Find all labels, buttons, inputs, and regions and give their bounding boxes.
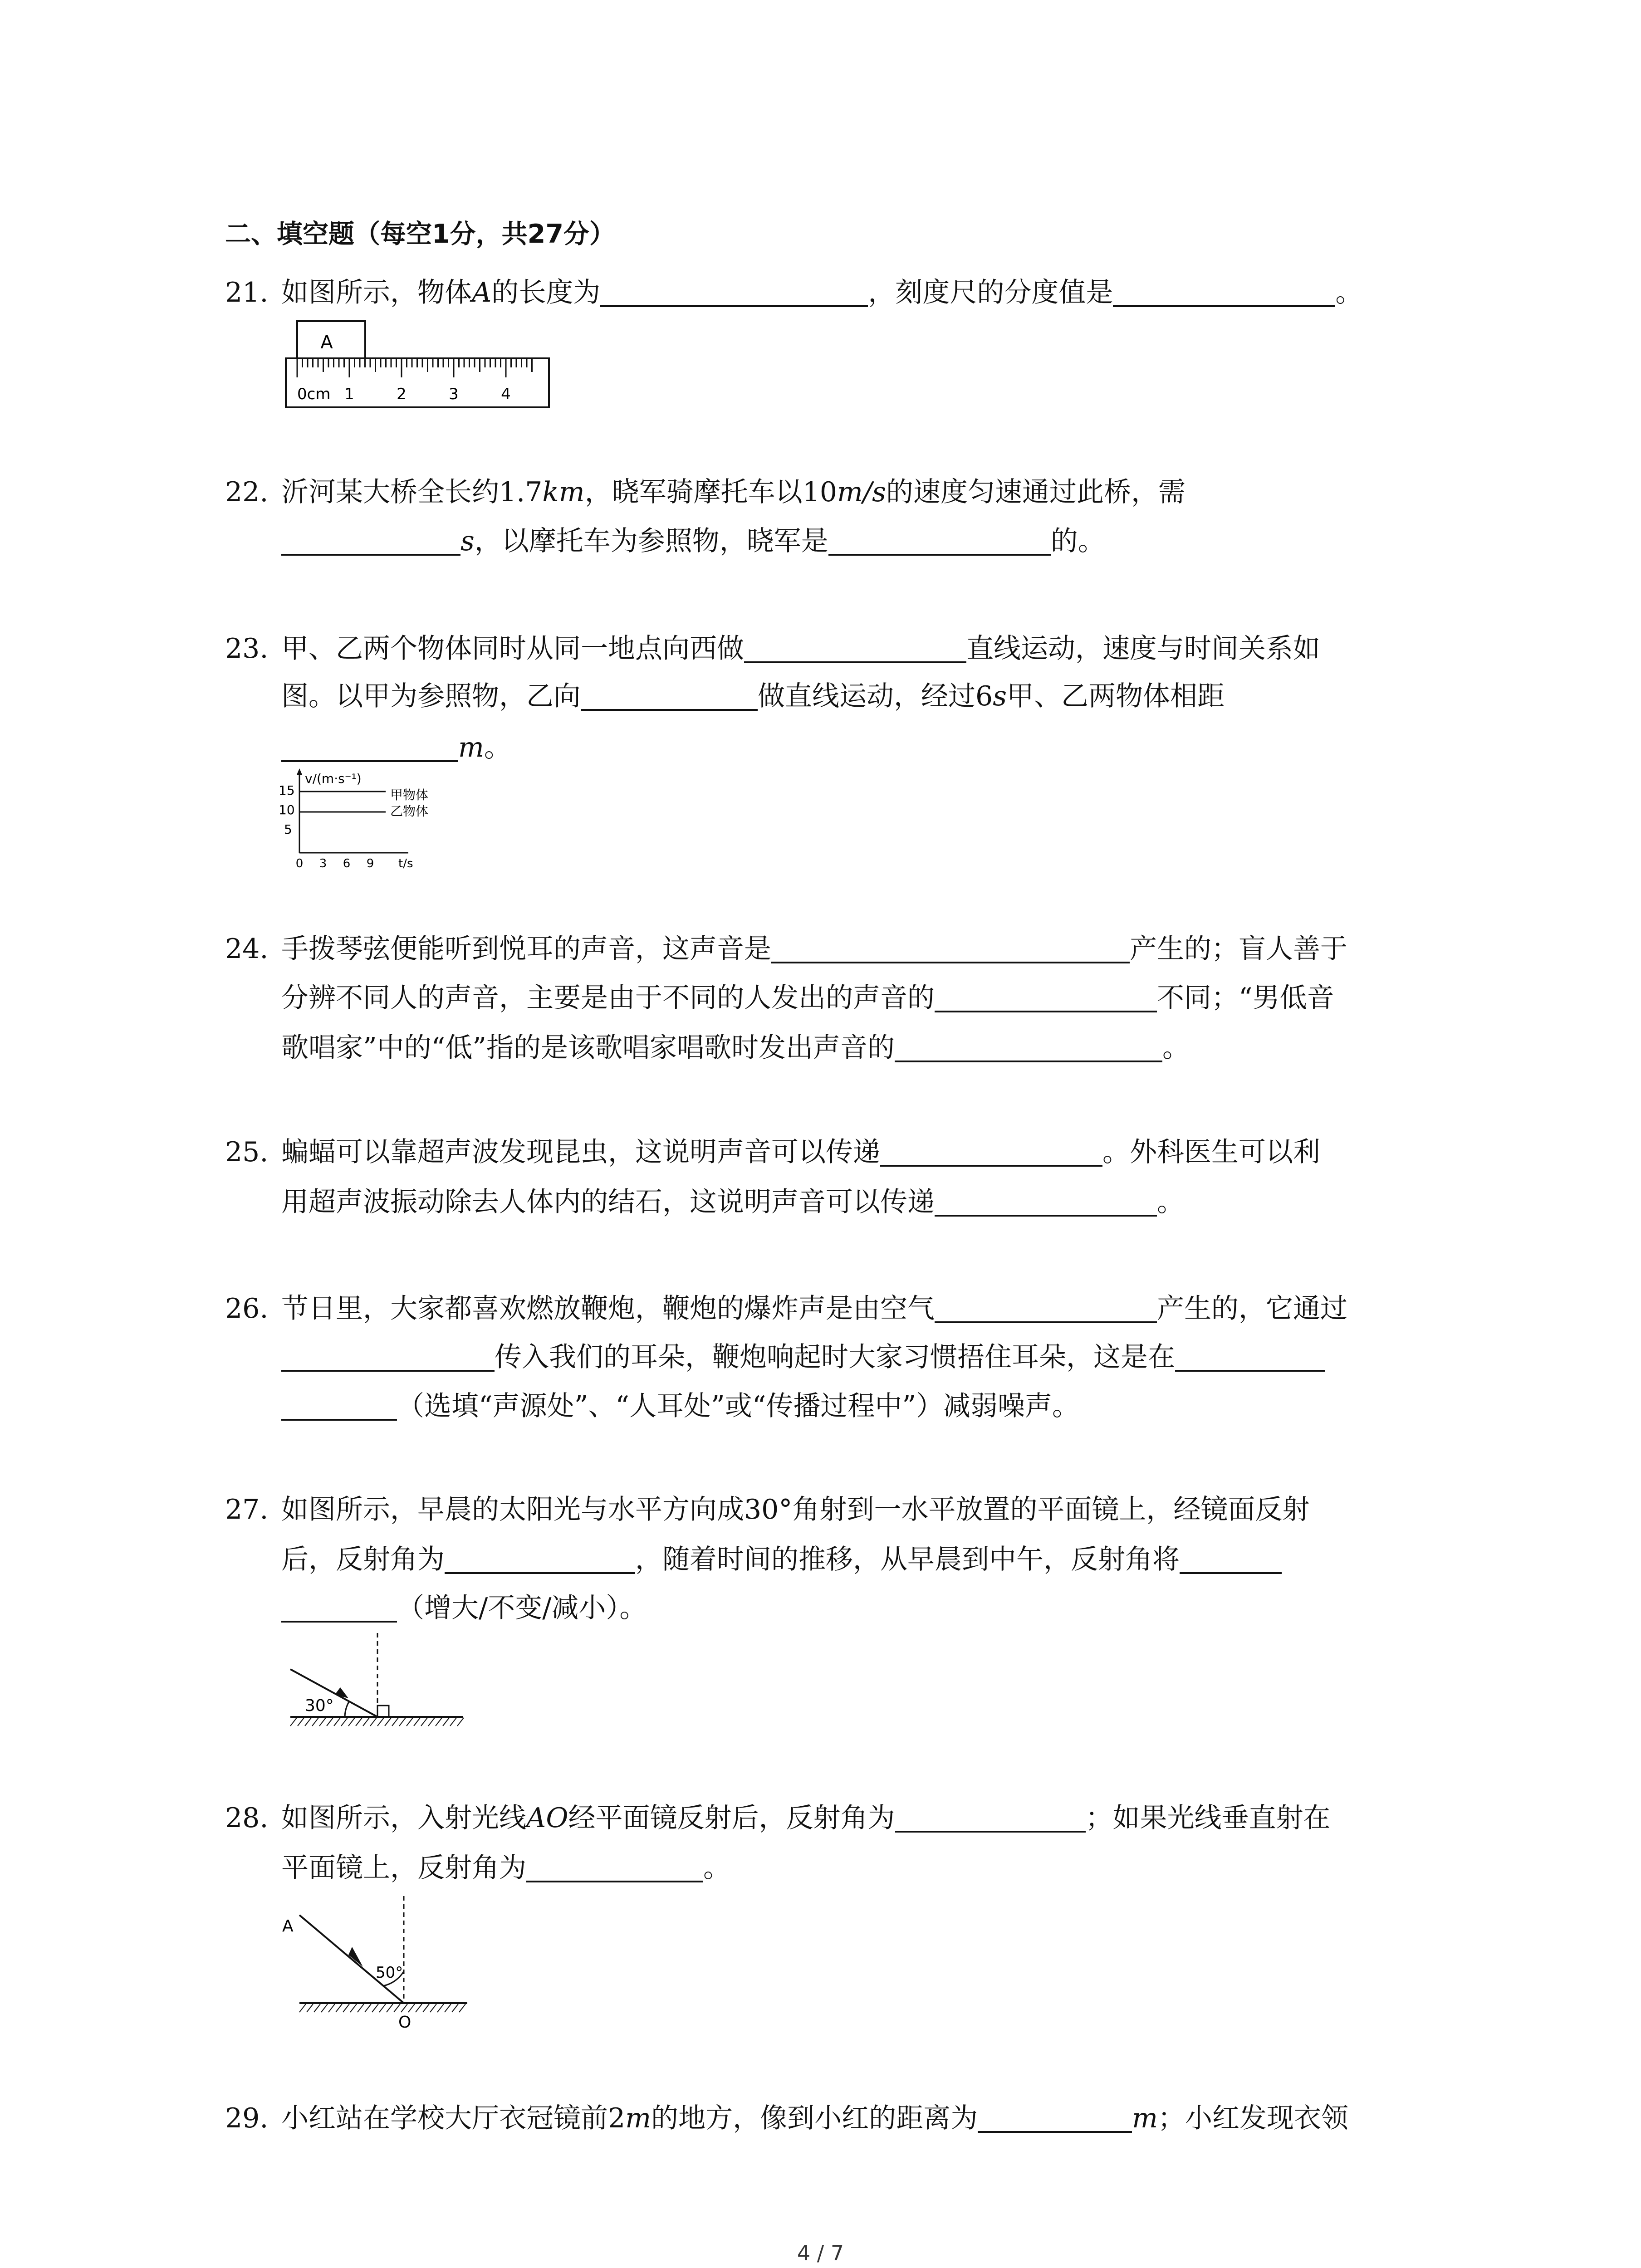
question-29 <box>225 2102 1348 2134</box>
answer-blank[interactable] <box>828 530 1051 556</box>
hatch-mark <box>336 2004 342 2012</box>
hatch-mark <box>430 2004 436 2012</box>
answer-blank[interactable] <box>281 1395 397 1421</box>
ruler-figure <box>281 318 554 413</box>
answer-blank[interactable] <box>744 638 966 663</box>
question-text: 平面镜上，反射角为 <box>281 1852 526 1884</box>
hatch-mark <box>450 1718 456 1726</box>
question-26-line-3 <box>281 1390 1080 1422</box>
question-text: 直线运动，速度与时间关系如 <box>966 633 1320 665</box>
question-22-line-2 <box>281 525 1105 557</box>
hatch-mark <box>414 1718 420 1726</box>
reflection-figure-27 <box>281 1628 472 1742</box>
section-title: 二、填空题（每空1分，共27分） <box>225 219 615 249</box>
hatch-mark <box>452 2004 458 2012</box>
question-text: 。 <box>703 1852 730 1884</box>
answer-blank[interactable] <box>935 987 1157 1012</box>
y-tick-15: 15 <box>279 783 295 798</box>
hatch-mark <box>416 2004 422 2012</box>
hatch-mark <box>443 1718 449 1726</box>
answer-blank[interactable] <box>281 1346 495 1372</box>
question-text: ，以摩托车为参照物，晓军是 <box>474 525 828 557</box>
answer-blank[interactable] <box>581 685 758 711</box>
answer-blank[interactable] <box>281 530 460 556</box>
tick-label-3: 3 <box>449 385 459 403</box>
point-a-label: A <box>282 1917 294 1936</box>
question-text: ；如果光线垂直射在 <box>1085 1802 1331 1834</box>
question-text: ；小红发现衣领 <box>1158 2102 1348 2134</box>
answer-blank[interactable] <box>1113 282 1335 307</box>
question-text: 分辨不同人的声音，主要是由于不同的人发出的声音的 <box>281 982 935 1014</box>
answer-blank[interactable] <box>935 1191 1157 1217</box>
question-text: 如图所示，物体 <box>281 277 472 308</box>
variable: A <box>472 277 492 308</box>
question-text: 如图所示，早晨的太阳光与水平方向成30°角射到一水平放置的平面镜上，经镜面反射 <box>281 1494 1310 1525</box>
variable: AO <box>526 1802 568 1834</box>
series-label-jia: 甲物体 <box>390 787 429 802</box>
hatch-mark <box>298 1718 304 1726</box>
question-text: 节日里，大家都喜欢燃放鞭炮，鞭炮的爆炸声是由空气 <box>281 1293 935 1325</box>
hatch-mark <box>312 1718 318 1726</box>
answer-blank[interactable] <box>1180 1549 1282 1574</box>
answer-blank[interactable] <box>978 2107 1132 2133</box>
angle-label: 50° <box>376 1964 403 1982</box>
unit: m <box>1132 2102 1158 2134</box>
hatch-mark <box>377 1718 384 1726</box>
question-text: 的。 <box>1050 525 1105 557</box>
question-text: 。 <box>1162 1032 1190 1064</box>
question-23-line-1 <box>225 635 1320 663</box>
hatch-mark <box>407 1718 413 1726</box>
hatch-mark <box>401 2004 407 2012</box>
hatch-mark <box>350 2004 357 2012</box>
hatch-mark <box>423 2004 429 2012</box>
y-tick-10: 10 <box>279 802 295 817</box>
hatch-mark <box>363 1718 369 1726</box>
angle-label: 30° <box>305 1696 334 1715</box>
question-text: 。 <box>1157 1186 1184 1218</box>
mirror-hatching <box>299 2004 465 2012</box>
hatch-mark <box>334 1718 340 1726</box>
page-number: 4 / 7 <box>797 2241 844 2265</box>
answer-blank[interactable] <box>281 1597 397 1623</box>
hatch-mark <box>314 2004 320 2012</box>
answer-blank[interactable] <box>895 1807 1086 1833</box>
tick-label-4: 4 <box>501 385 511 403</box>
answer-blank[interactable] <box>1175 1346 1325 1372</box>
question-text: （选填“声源处”、“人耳处”或“传播过程中”）减弱噪声。 <box>397 1390 1080 1422</box>
question-23-line-2 <box>281 680 1225 712</box>
y-axis-arrow <box>297 768 302 775</box>
object-a-label: A <box>320 332 333 353</box>
y-tick-5: 5 <box>284 822 292 837</box>
hatch-mark <box>356 1718 362 1726</box>
hatch-mark <box>327 1718 333 1726</box>
ruler-tick-marks <box>297 359 532 377</box>
hatch-mark <box>421 1718 427 1726</box>
question-text: ，刻度尺的分度值是 <box>868 277 1113 308</box>
question-number: 29. <box>225 2102 269 2134</box>
question-text: 传入我们的耳朵，鞭炮响起时大家习惯捂住耳朵，这是在 <box>495 1341 1175 1373</box>
hatch-mark <box>436 1718 442 1726</box>
question-28-line-1 <box>225 1804 1331 1833</box>
question-text: 的长度为 <box>491 277 601 308</box>
hatch-mark <box>399 1718 406 1726</box>
answer-blank[interactable] <box>771 938 1130 963</box>
hatch-mark <box>341 1718 348 1726</box>
x-tick-3: 3 <box>319 857 327 870</box>
angle-arc <box>345 1701 349 1717</box>
question-text: 小红站在学校大厅衣冠镜前2 <box>281 2102 626 2134</box>
tick-label-2: 2 <box>397 385 407 403</box>
mirror-hatching <box>290 1718 464 1726</box>
question-24-line-3 <box>281 1034 1190 1062</box>
question-text: 。外科医生可以利 <box>1102 1136 1320 1168</box>
hatch-mark <box>343 2004 349 2012</box>
point-o-label: O <box>398 2013 411 2032</box>
question-26-line-2 <box>281 1341 1325 1373</box>
question-25-line-1 <box>225 1136 1320 1168</box>
question-24-line-1 <box>225 935 1347 963</box>
question-number: 21. <box>225 277 269 308</box>
question-number: 28. <box>225 1802 269 1834</box>
hatch-mark <box>392 1718 398 1726</box>
velocity-time-graph <box>277 767 429 871</box>
hatch-mark <box>319 1718 326 1726</box>
question-28-line-2 <box>281 1854 730 1882</box>
question-text: 手拨琴弦便能听到悦耳的声音，这声音是 <box>281 933 771 965</box>
question-text: 图。以甲为参照物，乙向 <box>281 680 581 712</box>
hatch-mark <box>379 2004 386 2012</box>
question-text: （增大/不变/减小）。 <box>397 1592 647 1624</box>
x-axis-label: t/s <box>398 857 413 870</box>
unit: m <box>625 2102 652 2134</box>
question-text: 用超声波振动除去人体内的结石，这说明声音可以传递 <box>281 1186 935 1218</box>
answer-blank[interactable] <box>281 737 458 762</box>
unit: s <box>993 680 1007 712</box>
x-tick-0: 0 <box>295 857 304 870</box>
unit: km <box>542 476 585 508</box>
question-23-line-3 <box>281 734 511 762</box>
answer-blank[interactable] <box>526 1857 703 1882</box>
incident-ray-ao <box>299 1915 404 2003</box>
hatch-mark <box>299 2004 306 2012</box>
question-text: 后，反射角为 <box>281 1544 445 1575</box>
answer-blank[interactable] <box>880 1141 1102 1167</box>
hatch-mark <box>437 2004 444 2012</box>
series-label-yi: 乙物体 <box>390 804 429 819</box>
question-number: 26. <box>225 1293 269 1325</box>
hatch-mark <box>365 2004 371 2012</box>
question-number: 23. <box>225 633 269 665</box>
hatch-mark <box>408 2004 415 2012</box>
ray-arrow <box>348 1947 363 1967</box>
hatch-mark <box>459 2004 465 2012</box>
question-26-line-1 <box>225 1295 1347 1323</box>
question-text: 产生的，它通过 <box>1157 1293 1347 1325</box>
tick-label-0cm: 0cm <box>297 385 331 403</box>
question-22-line-1 <box>225 476 1185 508</box>
x-tick-9: 9 <box>366 857 374 870</box>
question-text: ，晓军骑摩托车以10 <box>584 476 838 508</box>
question-27-line-1 <box>225 1496 1309 1523</box>
x-tick-6: 6 <box>343 857 351 870</box>
question-text: 如图所示，入射光线 <box>281 1802 526 1834</box>
question-number: 22. <box>225 476 269 508</box>
question-21 <box>225 279 1362 307</box>
unit: s <box>460 525 475 557</box>
hatch-mark <box>387 2004 393 2012</box>
unit: m <box>458 732 484 763</box>
hatch-mark <box>394 2004 400 2012</box>
question-text: 甲、乙两个物体同时从同一地点向西做 <box>281 633 744 665</box>
question-27-line-3 <box>281 1594 647 1623</box>
hatch-mark <box>305 1718 311 1726</box>
question-text: 的速度匀速通过此桥，需 <box>886 476 1185 508</box>
question-text: 产生的；盲人善于 <box>1130 933 1347 965</box>
hatch-mark <box>457 1718 464 1726</box>
question-25-line-2 <box>281 1188 1184 1217</box>
question-text: 做直线运动，经过6 <box>758 680 993 712</box>
right-angle-mark <box>377 1706 389 1717</box>
answer-blank[interactable] <box>600 282 868 307</box>
answer-blank[interactable] <box>445 1549 635 1574</box>
hatch-mark <box>428 1718 435 1726</box>
question-number: 25. <box>225 1136 269 1168</box>
question-text: 蝙蝠可以靠超声波发现昆虫，这说明声音可以传递 <box>281 1136 880 1168</box>
hatch-mark <box>307 2004 313 2012</box>
tick-label-1: 1 <box>344 385 354 403</box>
question-text: 歌唱家”中的“低”指的是该歌唱家唱歌时发出声音的 <box>281 1032 895 1064</box>
hatch-mark <box>372 2004 378 2012</box>
question-text: 不同；“男低音 <box>1157 982 1334 1014</box>
hatch-mark <box>385 1718 391 1726</box>
incident-ray <box>290 1669 377 1717</box>
hatch-mark <box>321 2004 328 2012</box>
question-text: 。 <box>484 732 511 763</box>
hatch-mark <box>290 1718 297 1726</box>
question-text: 沂河某大桥全长约1.7 <box>281 476 543 508</box>
question-24-line-2 <box>281 984 1334 1012</box>
answer-blank[interactable] <box>935 1298 1157 1323</box>
question-text: 。 <box>1335 277 1363 308</box>
question-text: 经平面镜反射后，反射角为 <box>568 1802 895 1834</box>
unit: m/s <box>837 476 886 508</box>
question-number: 24. <box>225 933 269 965</box>
question-27-line-2 <box>281 1546 1282 1574</box>
question-number: 27. <box>225 1494 269 1525</box>
hatch-mark <box>328 2004 335 2012</box>
reflection-figure-28 <box>272 1892 481 2032</box>
hatch-mark <box>370 1718 377 1726</box>
hatch-mark <box>445 2004 451 2012</box>
hatch-mark <box>348 1718 355 1726</box>
question-text: 的地方，像到小红的距离为 <box>651 2102 978 2134</box>
answer-blank[interactable] <box>895 1037 1162 1062</box>
hatch-mark <box>358 2004 364 2012</box>
question-text: ，随着时间的推移，从早晨到中午，反射角将 <box>635 1544 1180 1575</box>
question-text: 甲、乙两物体相距 <box>1006 680 1225 712</box>
y-axis-label: v/(m·s⁻¹) <box>305 771 362 786</box>
